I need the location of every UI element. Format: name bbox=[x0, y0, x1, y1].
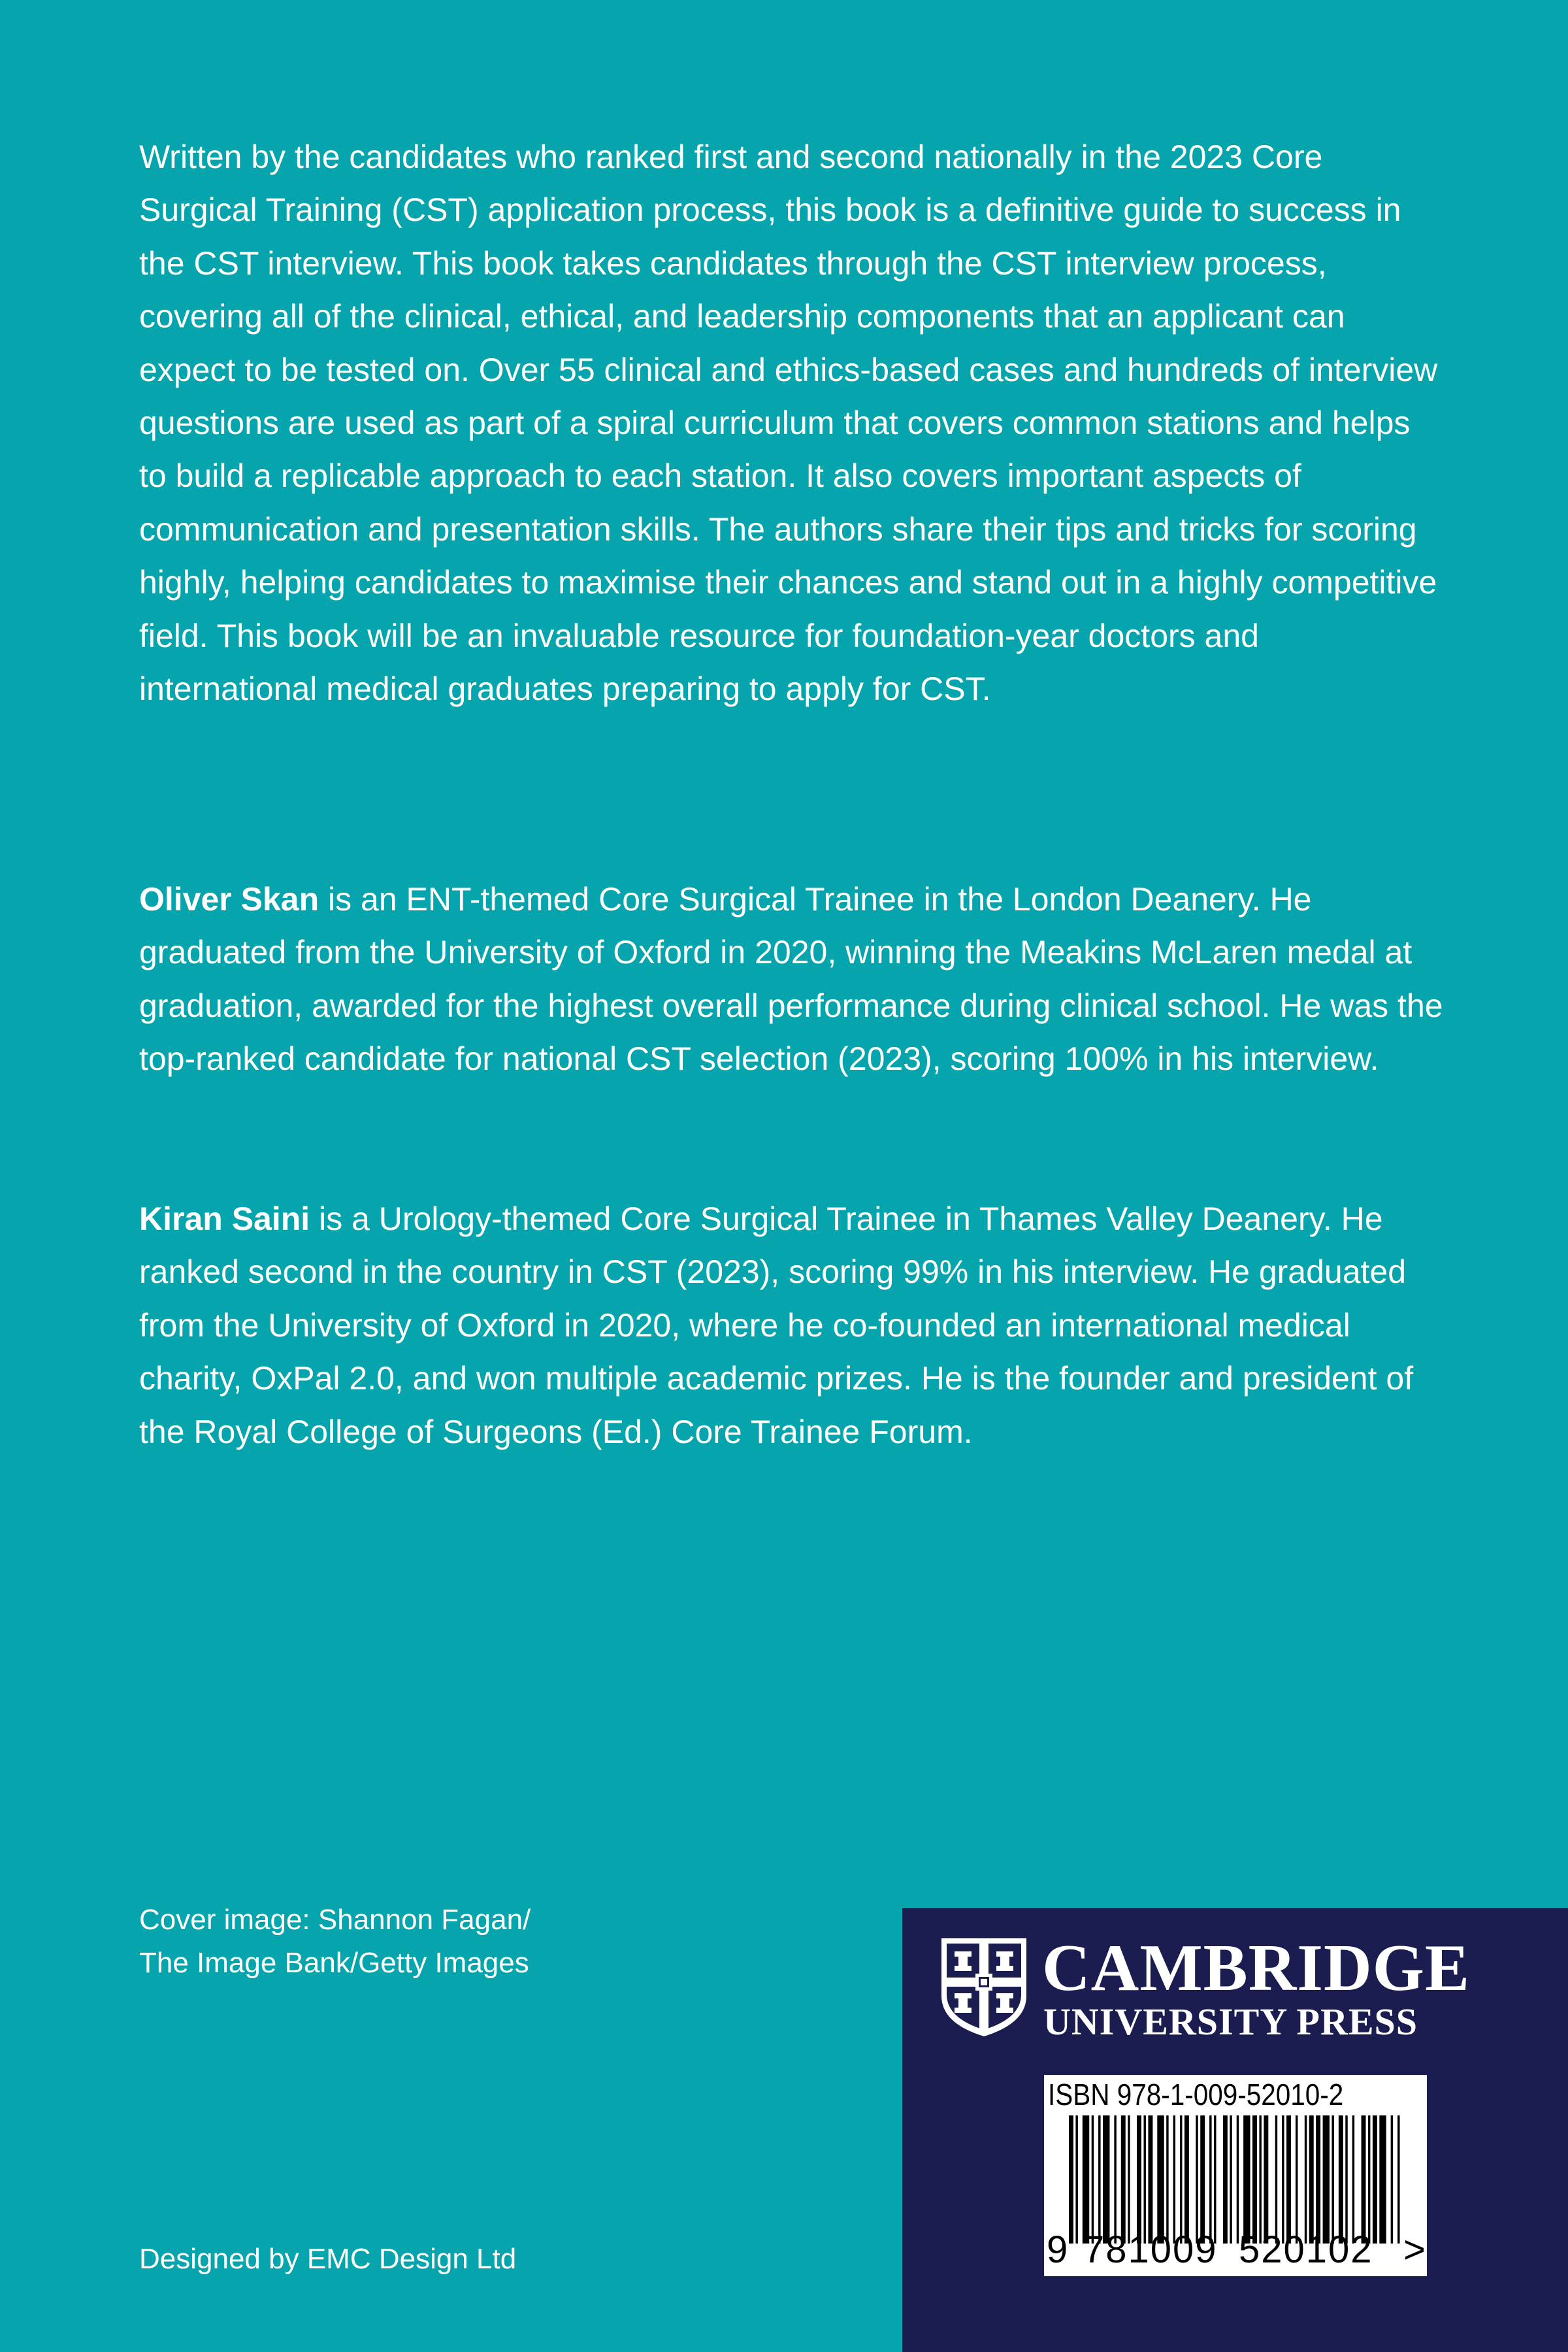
barcode-bar bbox=[1339, 2115, 1343, 2244]
barcode-bar bbox=[1352, 2115, 1354, 2244]
barcode-bar bbox=[1184, 2115, 1189, 2244]
cover-credit-line: Cover image: Shannon Fagan/ bbox=[139, 1904, 531, 1936]
barcode-bar bbox=[1173, 2115, 1175, 2244]
barcode-bar bbox=[1309, 2115, 1314, 2244]
barcode-bar bbox=[1083, 2115, 1089, 2244]
barcode-bar bbox=[1316, 2115, 1320, 2244]
isbn-label: ISBN 978-1-009-52010-2 bbox=[1048, 2078, 1344, 2112]
cover-credit-line: The Image Bank/Getty Images bbox=[139, 1947, 529, 1979]
barcode-quiet-zone-mark: > bbox=[1403, 2228, 1426, 2271]
barcode-digits-right: 520102 bbox=[1239, 2228, 1373, 2271]
barcode-bar bbox=[1345, 2115, 1347, 2244]
barcode-bar bbox=[1305, 2115, 1307, 2244]
barcode-bar bbox=[1166, 2115, 1168, 2244]
publisher-name: CAMBRIDGE bbox=[1042, 1931, 1471, 2005]
barcode-bar bbox=[1243, 2115, 1250, 2244]
designer-credit: Designed by EMC Design Ltd bbox=[139, 2243, 517, 2275]
barcode-bar bbox=[1196, 2115, 1198, 2244]
publisher-panel bbox=[902, 1908, 1568, 2352]
barcode-bar bbox=[1180, 2115, 1182, 2244]
barcode-bar bbox=[1114, 2115, 1116, 2244]
author-bio-text: is an ENT-themed Core Surgical Trainee in the London Deanery. He graduated from the University of Oxford in 2020, winning the Meakins McLaren medal at graduation, awarded for the highest overall performance during clinical school. He was the top-ranked candidate for national CST selection (2023), scoring 100% in his interview. bbox=[139, 881, 1443, 1078]
barcode-bar bbox=[1214, 2115, 1216, 2244]
barcode-bar bbox=[1143, 2115, 1145, 2244]
book-description: Written by the candidates who ranked first and second nationally in the 2023 Core Surgical Training (CST) application process, this book is a definitive guide to success in the CST interview. This book takes candidates through the CST interview process, covering all of the clinical, ethical, and leadership components that an applicant can expect to be tested on. Over 55 clinical and ethics-based cases and hundreds of interview questions are used as part of a spiral curriculum that covers common stations and helps to build a replicable approach to each station. It also covers important aspects of communication and presentation skills. The authors share their tips and tricks for scoring highly, helping candidates to maximise their chances and stand out in a highly competitive field. This book will be an invaluable resource for foundation-year doctors and international medical graduates preparing to apply for CST. bbox=[139, 139, 1438, 708]
barcode-bar bbox=[1075, 2115, 1077, 2244]
author-bio-text: is a Urology-themed Core Surgical Trainee in Thames Valley Deanery. He ranked second in the country in CST (2023), scoring 99% in his interview. He graduated from the University of Oxford in 2020, where he co-founded an international medical charity, OxPal 2.0, and won multiple academic prizes. He is the founder and president of the Royal College of Surgeons (Ed.) Core Trainee Forum. bbox=[139, 1201, 1414, 1450]
barcode-bar bbox=[1137, 2115, 1141, 2244]
author-bio-kiran-saini bbox=[139, 1193, 1446, 1459]
barcode-bar bbox=[1296, 2115, 1298, 2244]
author-bio-oliver-skan bbox=[139, 873, 1446, 1086]
barcode-bar bbox=[1069, 2115, 1073, 2244]
barcode-bar bbox=[1148, 2115, 1152, 2244]
barcode-digit-first: 9 bbox=[1047, 2228, 1068, 2271]
isbn-barcode bbox=[1044, 2075, 1427, 2276]
barcode-bar bbox=[1275, 2115, 1277, 2244]
barcode-bar bbox=[1121, 2115, 1126, 2244]
barcode-bar bbox=[1128, 2115, 1130, 2244]
barcode-bar bbox=[1237, 2115, 1239, 2244]
barcode-digits bbox=[1044, 2225, 1427, 2275]
publisher-subtitle: UNIVERSITY PRESS bbox=[1043, 2000, 1418, 2043]
barcode-bar bbox=[1379, 2115, 1386, 2244]
barcode-bar bbox=[1264, 2115, 1268, 2244]
barcode-bar bbox=[1157, 2115, 1164, 2244]
barcode-bar bbox=[1397, 2115, 1399, 2244]
barcode-bar bbox=[1391, 2115, 1393, 2244]
barcode-bar bbox=[1103, 2115, 1109, 2244]
barcode-bar bbox=[1223, 2115, 1228, 2244]
barcode-bar bbox=[1252, 2115, 1257, 2244]
cambridge-crest-icon bbox=[939, 1936, 1029, 2039]
barcode-bars bbox=[1069, 2115, 1402, 2244]
barcode-bar bbox=[1209, 2115, 1211, 2244]
barcode-bar bbox=[1230, 2115, 1232, 2244]
barcode-bar bbox=[1331, 2115, 1333, 2244]
barcode-digits-left: 781009 bbox=[1083, 2228, 1218, 2271]
barcode-bar bbox=[1098, 2115, 1100, 2244]
barcode-bar bbox=[1362, 2115, 1366, 2244]
author-name: Oliver Skan bbox=[139, 881, 319, 918]
barcode-bar bbox=[1282, 2115, 1284, 2244]
barcode-bar bbox=[1200, 2115, 1205, 2244]
barcode-bar bbox=[1286, 2115, 1291, 2244]
barcode-bar bbox=[1323, 2115, 1330, 2244]
barcode-bar bbox=[1368, 2115, 1370, 2244]
barcode-bar bbox=[1373, 2115, 1377, 2244]
author-name: Kiran Saini bbox=[139, 1201, 310, 1237]
barcode-bar bbox=[1092, 2115, 1094, 2244]
barcode-bar bbox=[1259, 2115, 1261, 2244]
cover-image-credit bbox=[139, 1898, 531, 1985]
